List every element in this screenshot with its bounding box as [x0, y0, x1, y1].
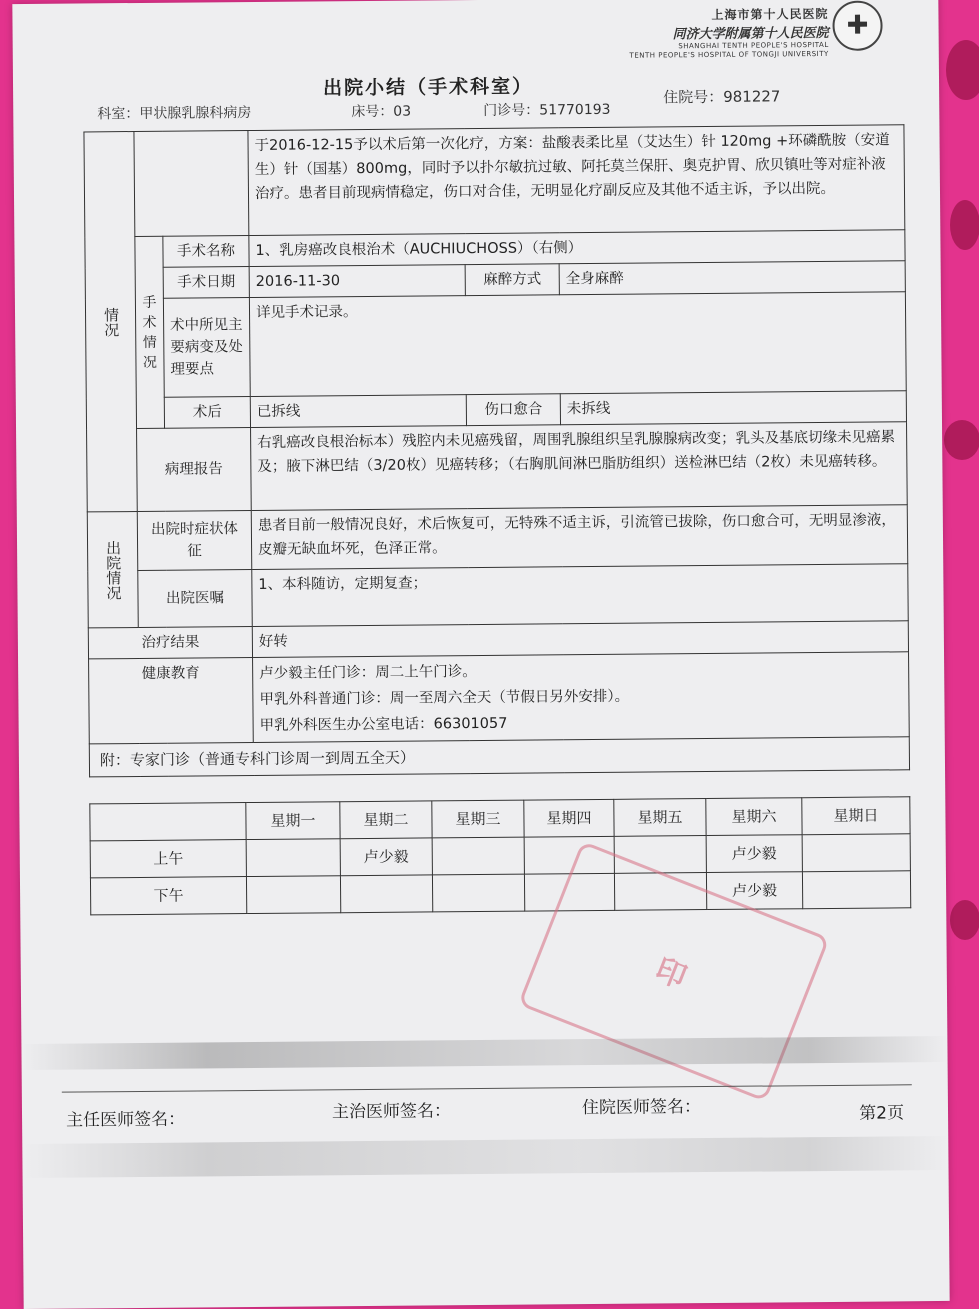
department: 科室：甲状腺乳腺科病房 [97, 104, 252, 123]
section-condition: 情况 [84, 132, 137, 512]
inpatient-number: 住院号：981227 [663, 87, 781, 107]
copier-smear [22, 1136, 948, 1178]
day-header: 星期五 [614, 799, 706, 837]
hospital-name-cn-1: 上海市第十人民医院 [711, 6, 829, 22]
summary-table [83, 124, 910, 777]
pathology-label: 病理报告 [137, 428, 252, 512]
discharge-summary-page [12, 0, 949, 1309]
health-education-label: 健康教育 [89, 657, 254, 743]
page-number: 第2页 [859, 1103, 905, 1124]
hospital-seal-stamp: 印 [518, 841, 830, 1102]
schedule-cell [432, 837, 524, 875]
surgery-date-value: 2016-11-30 [249, 265, 465, 298]
findings-label: 术中所见主要病变及处理要点 [163, 298, 250, 398]
day-header: 星期日 [802, 797, 910, 835]
schedule-cell: 卢少毅 [706, 835, 802, 873]
signature-divider [62, 1084, 912, 1092]
day-header: 星期二 [340, 801, 432, 839]
hospital-name-en-1: SHANGHAI TENTH PEOPLE'S HOSPITAL [678, 40, 829, 51]
clinic-note: 附：专家门诊（普通专科门诊周一到周五全天） [89, 737, 909, 777]
schedule-cell: 卢少毅 [340, 838, 432, 876]
wound-value: 未拆线 [560, 391, 906, 425]
anesthesia-label: 麻醉方式 [465, 264, 559, 296]
discharge-advice-label: 出院医嘱 [138, 569, 252, 627]
clinic-schedule-table [89, 796, 911, 915]
treatment-result-value: 好转 [252, 621, 908, 658]
course-text: 于2016-12-15予以术后第一次化疗，方案：盐酸表柔比星（艾达生）针 120mg +环磷酰胺（安道生）针（国基）800mg，同时予以扑尔敏抗过敏、阿托莫兰保肝、奥克护胃、欣贝镇吐等对症补液治疗。患者目前现病情稳定，伤口对合佳，无明显化疗副反应及其他不适主诉，予以出院。 [248, 125, 905, 236]
discharge-signs-label: 出院时症状体征 [137, 510, 252, 570]
bed-number: 床号：03 [351, 103, 412, 121]
document-title: 出院小结（手术科室） [322, 75, 534, 100]
pm-label: 下午 [90, 877, 246, 915]
section-surgery: 手术情况 [135, 236, 165, 428]
schedule-corner [90, 803, 246, 841]
discharge-advice-value: 1、本科随访，定期复查； [252, 564, 909, 627]
schedule-cell [246, 876, 340, 914]
schedule-cell [246, 839, 340, 877]
findings-value: 详见手术记录。 [249, 292, 906, 397]
schedule-cell [432, 874, 524, 912]
schedule-cell: 卢少毅 [706, 872, 802, 910]
day-header: 星期四 [524, 799, 614, 837]
education-line-2: 甲乳外科普通门诊：周一至周六全天（节假日另外安排）。 [259, 688, 630, 708]
outpatient-number: 门诊号：51770193 [483, 101, 611, 119]
post-op-value: 已拆线 [250, 395, 466, 428]
schedule-cell [802, 834, 910, 872]
director-signature-label: 主任医师签名： [65, 1109, 186, 1131]
treatment-result-label: 治疗结果 [88, 626, 252, 658]
course-label [134, 131, 249, 237]
pathology-value: 右乳癌改良根治标本）残腔内未见癌残留，周围乳腺组织呈乳腺腺病改变；乳头及基底切缘未见癌累及；腋下淋巴结（3/20枚）见癌转移；（右胸肌间淋巴脂肪组织）送检淋巴结（2枚）未见癌转移。 [251, 422, 908, 511]
attending-signature-label: 主治医师签名： [331, 1101, 452, 1123]
surgery-date-label: 手术日期 [163, 267, 249, 299]
education-line-1: 卢少毅主任门诊：周二上午门诊。 [259, 664, 477, 682]
surgery-name-label: 手术名称 [163, 236, 249, 268]
schedule-cell [340, 875, 432, 913]
wound-label: 伤口愈合 [466, 394, 560, 426]
health-education-value [253, 652, 910, 743]
copier-smear [21, 1036, 947, 1070]
hospital-logo-icon: ✚ [832, 0, 882, 50]
resident-signature-label: 住院医师签名： [581, 1097, 702, 1119]
hospital-name-en-2: TENTH PEOPLE'S HOSPITAL OF TONGJI UNIVERSITY [629, 49, 829, 60]
day-header: 星期六 [706, 798, 802, 836]
am-label: 上午 [90, 840, 246, 878]
education-line-3: 甲乳外科医生办公室电话：66301057 [259, 715, 508, 734]
day-header: 星期三 [432, 800, 524, 838]
day-header: 星期一 [246, 802, 340, 840]
schedule-cell [802, 871, 910, 909]
post-op-label: 术后 [164, 397, 250, 429]
section-discharge: 出院情况 [87, 511, 138, 627]
discharge-signs-value: 患者目前一般情况良好，术后恢复可，无特殊不适主诉，引流管已拔除，伤口愈合可，无明显渗液，皮瓣无缺血坏死，色泽正常。 [251, 505, 908, 570]
surgery-name-value: 1、乳房癌改良根治术（AUCHIUCHOSS）（右侧） [249, 230, 905, 267]
anesthesia-value: 全身麻醉 [559, 261, 905, 295]
hospital-name-cn-2: 同济大学附属第十人民医院 [672, 25, 829, 43]
hospital-name-block [629, 5, 829, 61]
